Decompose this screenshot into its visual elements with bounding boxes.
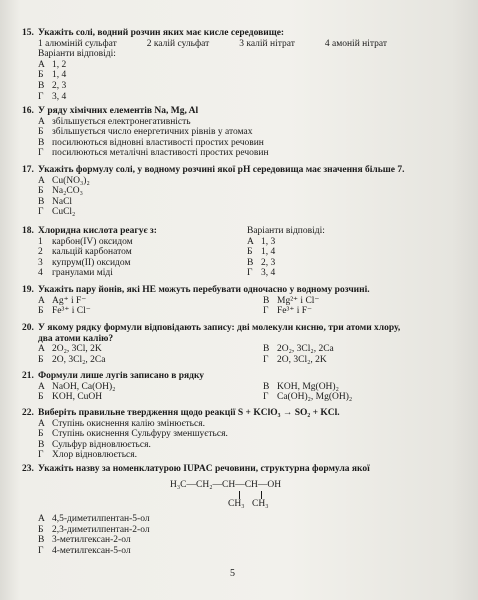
question-text: Укажіть формулу солі, у водному розчині якої pH середовища має значення більше 7. <box>38 165 405 175</box>
item-1: 1 карбон(IV) оксидом <box>38 236 133 247</box>
bond-line <box>261 491 262 499</box>
question-number: 20. <box>22 323 34 333</box>
question-22 <box>22 408 340 461</box>
option-b[interactable]: Б 2,3-диметилпентан-2-ол <box>38 524 150 535</box>
option-v[interactable]: В Mg²⁺ і Cl⁻ <box>263 295 320 306</box>
option-g[interactable]: Г Fe³⁺ і F⁻ <box>263 306 313 317</box>
question-text: Формули лише лугів записано в рядку <box>38 371 205 381</box>
option-g[interactable]: Г 3, 4 <box>38 91 67 102</box>
question-23-options <box>22 514 150 556</box>
bond-line <box>239 491 240 499</box>
option-g[interactable]: Г 3, 4 <box>247 268 276 279</box>
question-text-line2: два атоми калію? <box>38 333 114 344</box>
variants-title: Варіанти відповіді: <box>38 49 116 60</box>
question-number: 21. <box>22 371 34 381</box>
option-g[interactable]: Г Хлор відновлюється. <box>38 450 137 461</box>
question-23 <box>22 464 370 475</box>
question-text: Виберіть правильне твердження щодо реакції S + KClO₃ → SO₂ + KCl. <box>38 408 340 418</box>
option-b[interactable]: Б 2O, 3Cl₂, 2Ca <box>38 354 106 365</box>
question-19: 19. Укажіть пару йонів, які НЕ можуть перебувати одночасно у водному розчині. А Ag⁺ і F⁻ В Mg²⁺ і Cl⁻ Б Fe³⁺ і Cl⁻ Г Fe³⁺ і F⁻ <box>22 285 370 317</box>
option-a[interactable]: А 1, 2 <box>38 59 67 70</box>
option-a[interactable]: А збільшується електронегативність <box>38 116 191 127</box>
structural-formula <box>170 480 310 514</box>
question-15 <box>22 28 417 102</box>
option-b[interactable]: Б Ступінь окиснення Сульфуру зменшується. <box>38 429 228 440</box>
methyl-group-1: CH₃ <box>228 499 245 509</box>
question-number: 19. <box>22 285 34 295</box>
salt-4: 4 амоній нітрат <box>324 38 388 49</box>
question-number: 16. <box>22 106 34 116</box>
item-4: 4 гранулами міді <box>38 268 113 279</box>
salt-3: 3 калій нітрат <box>239 38 295 49</box>
option-a[interactable]: А 1, 3 <box>247 236 276 247</box>
question-number: 22. <box>22 408 34 418</box>
variants-title: Варіанти відповіді: <box>247 226 325 236</box>
salt-1: 1 алюміній сульфат <box>38 38 117 49</box>
question-17 <box>22 165 405 218</box>
option-v[interactable]: В KOH, Mg(OH)₂ <box>263 381 339 392</box>
emphasis-not: НЕ <box>142 285 156 295</box>
option-v[interactable]: В посилюються відновні властивості простих речовин <box>38 137 264 148</box>
item-2: 2 кальцій карбонатом <box>38 247 132 258</box>
option-a[interactable]: А 4,5-диметилпентан-5-ол <box>38 514 150 524</box>
option-a[interactable]: А NaOH, Ca(OH)₂ <box>38 381 116 392</box>
option-a[interactable]: А Cu(NO₃)₂ <box>38 175 90 186</box>
option-b[interactable]: Б 1, 4 <box>38 70 67 81</box>
question-number: 15. <box>22 28 34 38</box>
salt-list <box>22 39 417 50</box>
question-18 <box>22 226 325 279</box>
option-b[interactable]: Б KOH, CuOH <box>38 392 103 403</box>
question-number: 18. <box>22 226 34 236</box>
option-g[interactable]: Г CuCl₂ <box>38 207 76 218</box>
salt-2: 2 калій сульфат <box>146 38 210 49</box>
question-16 <box>22 106 269 159</box>
question-number: 17. <box>22 165 34 175</box>
question-text: У ряду хімічних елементів Na, Mg, Al <box>38 106 199 116</box>
option-v[interactable]: В 2, 3 <box>38 80 67 91</box>
bleed-through <box>452 0 478 600</box>
option-v[interactable]: В 2, 3 <box>247 257 276 268</box>
option-v[interactable]: В 3-метилгексан-2-ол <box>38 535 131 546</box>
option-b[interactable]: Б Na₂CO₃ <box>38 186 83 197</box>
option-v[interactable]: В Сульфур відновлюється. <box>38 439 151 450</box>
question-text: Укажіть солі, водний розчин яких має кисле середовище: <box>38 28 285 38</box>
option-b[interactable]: Б Fe³⁺ і Cl⁻ <box>38 306 91 317</box>
option-b[interactable]: Б збільшується число енергетичних рівнів у атомах <box>38 127 253 138</box>
option-v[interactable]: В NaCl <box>38 196 73 207</box>
question-21 <box>22 371 352 403</box>
option-g[interactable]: Г 4-метилгексан-5-ол <box>38 545 131 556</box>
question-20 <box>22 323 400 365</box>
option-a[interactable]: А Ag⁺ і F⁻ <box>38 295 87 306</box>
page-number: 5 <box>230 568 235 579</box>
formula-main-chain: H₃C—CH₂—CH—CH—OH <box>170 480 282 490</box>
option-g[interactable]: Г Ca(OH)₂, Mg(OH)₂ <box>263 392 353 403</box>
item-3: 3 купрум(II) оксидом <box>38 257 131 268</box>
option-g[interactable]: Г посилюються металічні властивості простих речовин <box>38 148 269 159</box>
option-a[interactable]: А 2O₂, 3Cl, 2K <box>38 344 102 355</box>
methyl-group-2: CH₃ <box>252 499 269 509</box>
question-text: Укажіть назву за номенклатурою IUPAC речовини, структурна формула якої <box>38 464 370 474</box>
option-a[interactable]: А Ступінь окиснення калію змінюється. <box>38 418 205 429</box>
question-text: Хлоридна кислота реагує з: <box>38 226 157 236</box>
option-b[interactable]: Б 1, 4 <box>247 247 276 258</box>
question-text: У якому рядку формули відповідають запису: дві молекули кисню, три атоми хлору, <box>38 323 401 333</box>
option-g[interactable]: Г 2O, 3Cl₂, 2K <box>263 354 327 365</box>
question-number: 23. <box>22 464 34 474</box>
option-v[interactable]: В 2O₂, 3Cl₂, 2Ca <box>263 344 334 355</box>
